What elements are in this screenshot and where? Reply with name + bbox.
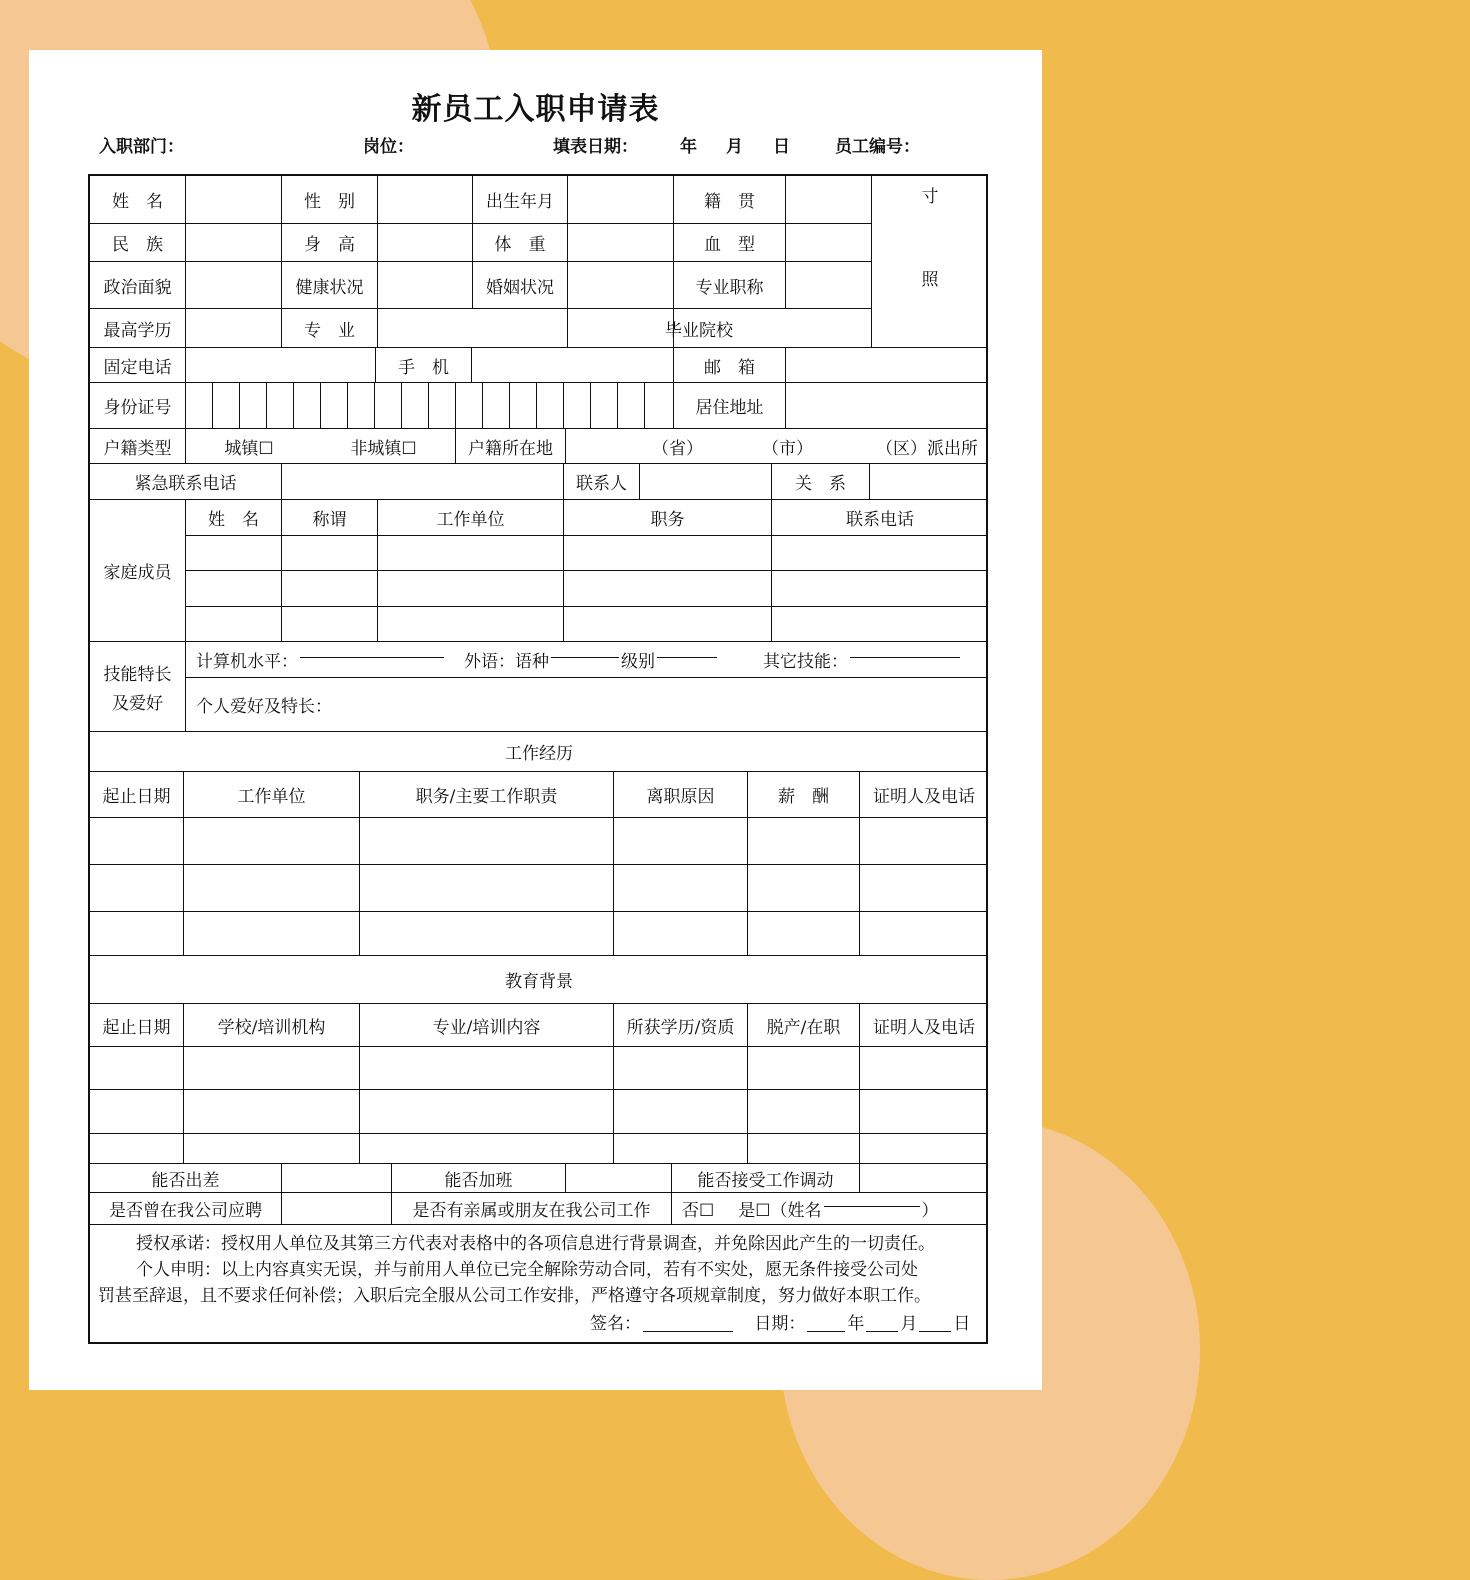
family-cell[interactable] (564, 607, 772, 642)
edu-cell[interactable] (184, 1090, 360, 1134)
email-field[interactable] (786, 348, 988, 383)
contact-label: 联系人 (564, 464, 640, 500)
id-digit-box[interactable] (186, 383, 213, 429)
edu-cell[interactable] (90, 1047, 184, 1090)
native-field[interactable] (786, 176, 872, 224)
family-cell[interactable] (282, 607, 378, 642)
position-label: 岗位： (363, 137, 414, 157)
relation-label: 关 系 (772, 464, 870, 500)
relatives-close-paren: ） (921, 1201, 939, 1221)
phone-field[interactable] (186, 348, 376, 383)
overtime-label: 能否加班 (392, 1164, 566, 1193)
edu-col: 所获学历/资质 (614, 1004, 748, 1047)
edu-section-title: 教育背景 (90, 956, 988, 1004)
ethnic-field[interactable] (186, 224, 282, 262)
district-label: （区）派出所 (876, 438, 978, 459)
date-day: 日 (773, 137, 790, 157)
id-digit-box[interactable] (591, 383, 618, 429)
family-col-phone: 联系电话 (772, 500, 988, 536)
sign-label: 签名： (590, 1314, 641, 1334)
edu-cell[interactable] (90, 1090, 184, 1134)
work-cell[interactable] (860, 818, 988, 865)
birth-label: 出生年月 (473, 176, 568, 224)
work-cell[interactable] (748, 865, 860, 912)
level-blank[interactable] (657, 656, 717, 658)
id-digit-box[interactable] (402, 383, 429, 429)
id-digit-box[interactable] (456, 383, 483, 429)
edu-cell[interactable] (748, 1047, 860, 1090)
other-skills-blank[interactable] (850, 656, 960, 658)
id-digit-box[interactable] (267, 383, 294, 429)
height-field[interactable] (378, 224, 473, 262)
family-cell[interactable] (378, 536, 564, 571)
edu-cell[interactable] (184, 1047, 360, 1090)
edu-cell[interactable] (90, 1134, 184, 1164)
work-cell[interactable] (748, 912, 860, 956)
edu-cell[interactable] (360, 1134, 614, 1164)
weight-label: 体 重 (473, 224, 568, 262)
id-digit-box[interactable] (375, 383, 402, 429)
gender-label: 性 别 (282, 176, 378, 224)
marital-field[interactable] (568, 262, 674, 309)
work-cell[interactable] (614, 912, 748, 956)
hobby-label: 个人爱好及特长： (196, 697, 332, 717)
edu-cell[interactable] (860, 1047, 988, 1090)
marital-label: 婚姻状况 (473, 262, 568, 309)
id-digit-box[interactable] (213, 383, 240, 429)
edu-col: 专业/培训内容 (360, 1004, 614, 1047)
page-title: 新员工入职申请表 (411, 92, 660, 127)
prov-label: （省） (652, 438, 703, 459)
relatives-label: 是否有亲属或朋友在我公司工作 (392, 1193, 672, 1225)
weight-field[interactable] (568, 224, 674, 262)
edu-cell[interactable] (860, 1134, 988, 1164)
address-label: 居住地址 (674, 383, 786, 429)
fill-date-label: 填表日期： (553, 137, 638, 157)
hukou-place-field[interactable] (566, 429, 988, 464)
rural-checkbox[interactable]: 非城镇☐ (350, 438, 417, 459)
native-label: 籍 贯 (674, 176, 786, 224)
work-cell[interactable] (90, 818, 184, 865)
family-col-employer: 工作单位 (378, 500, 564, 536)
work-cell[interactable] (614, 865, 748, 912)
school-field[interactable] (674, 309, 872, 348)
work-cell[interactable] (360, 818, 614, 865)
edu-col: 学校/培训机构 (184, 1004, 360, 1047)
relatives-no-checkbox[interactable]: 否☐ (682, 1201, 715, 1221)
family-cell[interactable] (772, 607, 988, 642)
id-digit-box[interactable] (483, 383, 510, 429)
work-col: 薪 酬 (748, 772, 860, 818)
family-cell[interactable] (282, 571, 378, 607)
computer-label: 计算机水平： (196, 652, 298, 672)
id-digit-box[interactable] (537, 383, 564, 429)
travel-field[interactable] (282, 1164, 392, 1193)
sign-day-blank[interactable] (919, 1330, 951, 1332)
work-col: 离职原因 (614, 772, 748, 818)
family-cell[interactable] (378, 571, 564, 607)
emergency-label: 紧急联系电话 (90, 464, 282, 500)
relatives-name-blank[interactable] (824, 1205, 920, 1207)
edu-cell[interactable] (614, 1134, 748, 1164)
statement-block (90, 1225, 988, 1344)
ethnic-label: 民 族 (90, 224, 186, 262)
urban-checkbox[interactable]: 城镇☐ (224, 438, 274, 459)
family-cell[interactable] (282, 536, 378, 571)
transfer-field[interactable] (860, 1164, 988, 1193)
applied-field[interactable] (282, 1193, 392, 1225)
family-col-name: 姓 名 (186, 500, 282, 536)
work-cell[interactable] (614, 818, 748, 865)
email-label: 邮 箱 (674, 348, 786, 383)
work-cell[interactable] (748, 818, 860, 865)
contact-field[interactable] (640, 464, 772, 500)
name-field[interactable] (186, 176, 282, 224)
major-field[interactable] (378, 309, 568, 348)
work-col: 工作单位 (184, 772, 360, 818)
address-field[interactable] (786, 383, 988, 429)
family-col-job: 职务 (564, 500, 772, 536)
blood-label: 血 型 (674, 224, 786, 262)
edu-cell[interactable] (748, 1090, 860, 1134)
application-form (88, 174, 988, 1344)
health-field[interactable] (378, 262, 473, 309)
title-field[interactable] (786, 262, 872, 309)
edu-cell[interactable] (360, 1090, 614, 1134)
blood-field[interactable] (786, 224, 872, 262)
phone-label: 固定电话 (90, 348, 186, 383)
family-cell[interactable] (378, 607, 564, 642)
birth-field[interactable] (568, 176, 674, 224)
language-label: 外语：语种 (464, 652, 549, 672)
signature-row (590, 1311, 1470, 1337)
political-label: 政治面貌 (90, 262, 186, 309)
auth-statement: 授权承诺：授权用人单位及其第三方代表对表格中的各项信息进行背景调查，并免除因此产生的一切责任。 (136, 1234, 935, 1254)
id-digit-box[interactable] (294, 383, 321, 429)
sign-month: 月 (900, 1314, 918, 1334)
sign-day: 日 (953, 1314, 971, 1334)
skills-label (90, 642, 186, 732)
height-label: 身 高 (282, 224, 378, 262)
sign-date-label: 日期： (754, 1314, 806, 1334)
family-cell[interactable] (772, 571, 988, 607)
family-col-title: 称谓 (282, 500, 378, 536)
work-cell[interactable] (860, 865, 988, 912)
political-field[interactable] (186, 262, 282, 309)
work-cell[interactable] (860, 912, 988, 956)
sign-month-blank[interactable] (866, 1330, 898, 1332)
id-digit-box[interactable] (645, 383, 674, 429)
id-digit-box[interactable] (564, 383, 591, 429)
transfer-label: 能否接受工作调动 (672, 1164, 860, 1193)
id-digit-box[interactable] (618, 383, 645, 429)
family-cell[interactable] (564, 571, 772, 607)
emergency-phone-field[interactable] (282, 464, 564, 500)
form-sheet (29, 50, 1042, 1390)
computer-blank[interactable] (300, 656, 444, 658)
family-label: 家庭成员 (90, 500, 186, 642)
id-digit-box[interactable] (429, 383, 456, 429)
declaration-line2: 罚甚至辞退，且不要求任何补偿；入职后完全服从公司工作安排，严格遵守各项规章制度，努力做好本职工作。 (98, 1286, 931, 1306)
work-cell[interactable] (184, 818, 360, 865)
date-month: 月 (726, 137, 743, 157)
relation-field[interactable] (870, 464, 988, 500)
edu-col: 证明人及电话 (860, 1004, 988, 1047)
other-skills-label: 其它技能： (763, 652, 848, 672)
emp-no-label: 员工编号： (835, 137, 920, 157)
school-label: 毕业院校 (568, 309, 674, 348)
education-label: 最高学历 (90, 309, 186, 348)
applied-label: 是否曾在我公司应聘 (90, 1193, 282, 1225)
date-year: 年 (680, 137, 697, 157)
work-cell[interactable] (360, 912, 614, 956)
city-label: （市） (762, 438, 813, 459)
photo-label-1: 寸 (921, 187, 939, 207)
sign-year-blank[interactable] (807, 1330, 845, 1332)
gender-field[interactable] (378, 176, 473, 224)
work-col: 职务/主要工作职责 (360, 772, 614, 818)
dept-label: 入职部门： (99, 137, 184, 157)
edu-col: 起止日期 (90, 1004, 184, 1047)
id-digit-box[interactable] (510, 383, 537, 429)
name-label: 姓 名 (90, 176, 186, 224)
overtime-field[interactable] (566, 1164, 672, 1193)
family-cell[interactable] (564, 536, 772, 571)
family-cell[interactable] (186, 536, 282, 571)
photo-box[interactable] (872, 176, 988, 348)
hukou-type-options (186, 429, 456, 464)
family-cell[interactable] (186, 571, 282, 607)
hukou-place-label: 户籍所在地 (456, 429, 566, 464)
work-cell[interactable] (90, 865, 184, 912)
edu-cell[interactable] (614, 1090, 748, 1134)
relatives-yes-checkbox[interactable]: 是☐（姓名 (738, 1201, 822, 1221)
work-cell[interactable] (184, 865, 360, 912)
work-cell[interactable] (184, 912, 360, 956)
hukou-label: 户籍类型 (90, 429, 186, 464)
skills-row (186, 642, 988, 678)
id-label: 身份证号 (90, 383, 186, 429)
education-field[interactable] (186, 309, 282, 348)
work-col: 起止日期 (90, 772, 184, 818)
work-cell[interactable] (360, 865, 614, 912)
edu-cell[interactable] (184, 1134, 360, 1164)
id-digit-box[interactable] (348, 383, 375, 429)
relatives-options (672, 1193, 988, 1225)
skills-label-line2: 及爱好 (112, 693, 163, 714)
edu-cell[interactable] (860, 1090, 988, 1134)
family-cell[interactable] (186, 607, 282, 642)
edu-col: 脱产/在职 (748, 1004, 860, 1047)
edu-cell[interactable] (614, 1047, 748, 1090)
travel-label: 能否出差 (90, 1164, 282, 1193)
edu-cell[interactable] (748, 1134, 860, 1164)
hobby-row[interactable] (186, 678, 988, 732)
id-digit-box[interactable] (240, 383, 267, 429)
id-digit-box[interactable] (321, 383, 348, 429)
declaration-line1: 个人申明：以上内容真实无误，并与前用人单位已完全解除劳动合同，若有不实处，愿无条件接受公司处 (136, 1260, 918, 1280)
language-blank[interactable] (551, 656, 619, 658)
sign-blank[interactable] (643, 1330, 733, 1332)
work-col: 证明人及电话 (860, 772, 988, 818)
photo-label-2: 照 (921, 270, 939, 290)
major-label: 专 业 (282, 309, 378, 348)
mobile-label: 手 机 (376, 348, 472, 383)
health-label: 健康状况 (282, 262, 378, 309)
mobile-field[interactable] (472, 348, 674, 383)
edu-cell[interactable] (360, 1047, 614, 1090)
work-cell[interactable] (90, 912, 184, 956)
work-section-title: 工作经历 (90, 732, 988, 772)
sign-year: 年 (847, 1314, 865, 1334)
skills-label-line1: 技能特长 (103, 664, 172, 685)
family-cell[interactable] (772, 536, 988, 571)
level-label: 级别 (621, 652, 655, 672)
title-label: 专业职称 (674, 262, 786, 309)
